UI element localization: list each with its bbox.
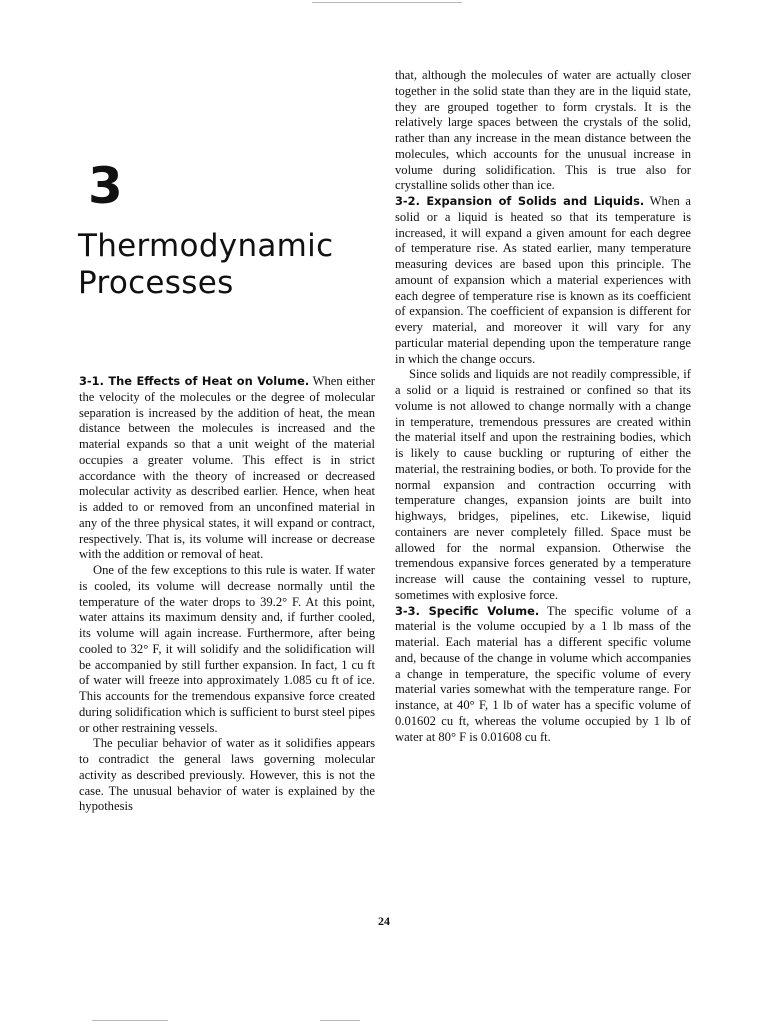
chapter-title-line-1: Thermodynamic — [78, 228, 334, 264]
page-number: 24 — [378, 914, 390, 928]
left-column — [79, 374, 375, 815]
scan-artifact-top — [312, 2, 462, 3]
section-3-2-paragraph-2: Since solids and liquids are not readily compressible, if a solid or a liquid is restrained or confined so that its volume is not allowed to change normally with a change in temperature, tremendous pressures are created within the material itself and upon the restraining bodies, which is likely to cause buckling or rupturing of either the material, the restraining bodies, or both. To provide for the normal expansion and contraction occurring with temperature changes, expansion joints are built into highways, bridges, pipelines, etc. Likewise, liquid containers are never completely filled. Space must be allowed for the normal expansion. Otherwise the tremendous expansive forces generated by a temperature increase will cause the containing vessel to rupture, sometimes with explosive force. — [395, 367, 691, 602]
section-3-2-paragraph-1 — [395, 194, 691, 367]
section-3-1-paragraph-2: One of the few exceptions to this rule is water. If water is cooled, its volume will decrease normally until the temperature of the water drops to 39.2° F. At this point, water attains its maximum density and, if further cooled, its volume will again increase. Furthermore, after being cooled to 32° F, it will solidify and the solidification will be accompanied by still further expansion. In fact, 1 cu ft of water will freeze into approximately 1.085 cu ft of ice. This accounts for the tremendous expansive force created during solidification which is sufficient to burst steel pipes or other restraining vessels. — [79, 563, 375, 735]
section-3-1-text-1: When either the velocity of the molecules or the degree of molecular separation is increased by the addition of heat, the mean distance between the molecules is increased and the material expands so that a unit weight of the material occupies a greater volume. This effect is in strict accordance with the theory of increased or decreased molecular activity as described earlier. Hence, when heat is added to or removed from an unconfined material in any of the three physical states, it will expand or contract, respectively. That is, its volume will increase or decrease with the addition or removal of heat. — [79, 374, 375, 562]
chapter-title-line-2: Processes — [78, 265, 234, 301]
chapter-title — [78, 228, 378, 302]
scan-artifact-bottom-left — [92, 1020, 168, 1021]
section-3-3-heading: 3-3. Specific Volume. — [395, 603, 540, 618]
section-3-1-paragraph-1 — [79, 374, 375, 563]
section-3-3-text-1: The specific volume of a material is the volume occupied by a 1 lb mass of the material. Each material has a different specific volume and, because of the change in volume which accompanies a change in temperature, the specific volume of every material varies somewhat with the temperature range. For instance, at 40° F, 1 lb of water has a specific volume of 0.01602 cu ft, whereas the volume occupied by 1 lb of water at 80° F is 0.01608 cu ft. — [395, 603, 692, 744]
section-3-2-text-1: When a solid or a liquid is heated so that its temperature is increased, it will expand a given amount for each degree of temperature rise. As stated earlier, many temperature measuring devices are based upon this principle. The amount of expansion which a material experiences with each degree of temperature rise is known as its coefficient of expansion. The coefficient of expansion is different for every material, and moreover it will vary for any particular material depending upon the temperature range in which the change occurs. — [395, 194, 692, 366]
section-3-1-heading: 3-1. The Effects of Heat on Volume. — [79, 374, 310, 388]
right-column — [395, 68, 691, 745]
section-3-1-paragraph-3: The peculiar behavior of water as it solidifies appears to contradict the general laws governing molecular activity as described previously. However, this is not the case. The unusual behavior of water is explained by the hypothesis — [79, 736, 375, 814]
chapter-number: 3 — [88, 157, 123, 215]
scan-artifact-bottom-right — [320, 1020, 360, 1021]
section-3-2-heading: 3-2. Expansion of Solids and Liquids. — [395, 194, 645, 208]
section-3-3-paragraph-1 — [395, 604, 691, 746]
continued-paragraph: that, although the molecules of water are actually closer together in the solid state than they are in the liquid state, they are grouped together to form crystals. It is the relatively large spaces between the crystals of the solid, rather than any increase in the mean distance between the molecules, which accounts for the unusual increase in volume during solidification. This is true also for crystalline solids other than ice. — [395, 68, 691, 193]
